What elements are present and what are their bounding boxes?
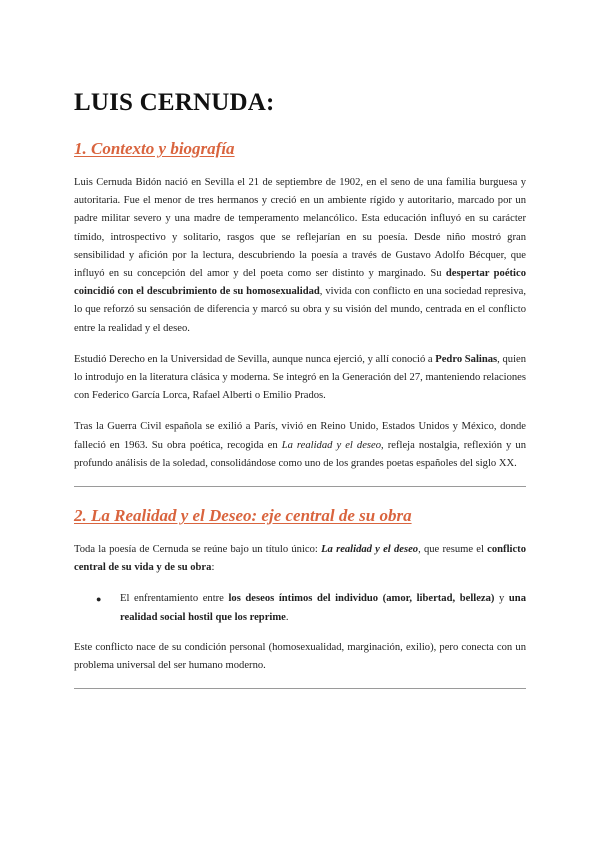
paragraph-text: , quien lo introdujo en la literatura clásica y moderna. Se integró en la Generación del 27, manteniendo relaciones con Federico García Lorca, Rafael Alberti o Emilio Prados. [74,353,527,402]
paragraph-text: : [211,562,215,574]
list-item-text [120,590,526,626]
bold-text: Pedro Salinas [435,353,498,365]
paragraph-text: , refleja nostalgia, reflexión y un profundo análisis de la soledad, consolidándose como uno de los grandes poetas españoles del siglo XX. [74,439,526,469]
paragraph-text: . [285,611,289,623]
paragraph-titulo-unico [74,541,526,577]
section-heading-contexto: 1. Contexto y biografía [74,139,235,158]
bold-text: conflicto central de su vida y de su obra [74,544,526,574]
italic-text: La realidad y el deseo [281,439,382,451]
paragraph-text: Estudió Derecho en la Universidad de Sevilla, aunque nunca ejerció, y allí conoció a [74,353,436,365]
paragraph-estudios [74,351,526,406]
paragraph-text: , vivida con conflicto en una sociedad represiva, lo que reforzó su sensación de diferencia y marcó su obra y su visión del mundo, centrada en el conflicto entre la realidad y el deseo. [74,286,526,334]
paragraph-conflicto: Este conflicto nace de su condición personal (homosexualidad, marginación, exilio), pero conecta con un problema universal del ser humano moderno. [74,641,526,672]
paragraph-text: Tras la Guerra Civil española se exilió a París, vivió en Reino Unido, Estados Unidos y México, donde falleció en 1963. Su obra poética, recogida en [74,421,526,451]
paragraph-text: Toda la poesía de Cernuda se reúne bajo un título único: [74,544,322,556]
paragraph-text: , que resume el [418,544,488,556]
bold-text: despertar poético coincidió con el descubrimiento de su homosexualidad [74,268,527,298]
paragraph-biografia [74,174,526,338]
paragraph-text: El enfrentamiento entre [120,593,229,605]
horizontal-divider [74,486,526,487]
bold-italic-text: La realidad y el deseo [321,544,419,556]
paragraph-exilio [74,418,526,473]
horizontal-divider [74,688,526,689]
section-heading-realidad-deseo: 2. La Realidad y el Deseo: eje central de su obra [74,506,412,526]
document-body [74,88,526,707]
document-title: LUIS CERNUDA: [74,89,275,116]
list-item [96,590,526,626]
paragraph-text: Luis Cernuda Bidón nació en Sevilla el 21 de septiembre de 1902, en el seno de una familia burguesa y autoritaria. Fue el menor de tres hermanos y creció en un ambiente rígido y autoritario, marcado por un padre militar severo y una madre de temperamento melancólico. Esta educación influyó en su carácter tímido, introspectivo y solitario, rasgos que se reflejarían en su poesía. Desde niño mostró gran sensibilidad y afición por la lectura, descubriendo la poesía a través de Gustavo Adolfo Bécquer, que influyó en su concepción del amor y del poeta como ser distinto y marginado. Su [74,177,526,280]
bullet-icon: ● [96,594,102,605]
paragraph-text: y [494,593,509,605]
bold-text: una realidad social hostil que los reprime [120,593,526,623]
bold-text: los deseos íntimos del individuo (amor, libertad, belleza) [228,593,495,605]
